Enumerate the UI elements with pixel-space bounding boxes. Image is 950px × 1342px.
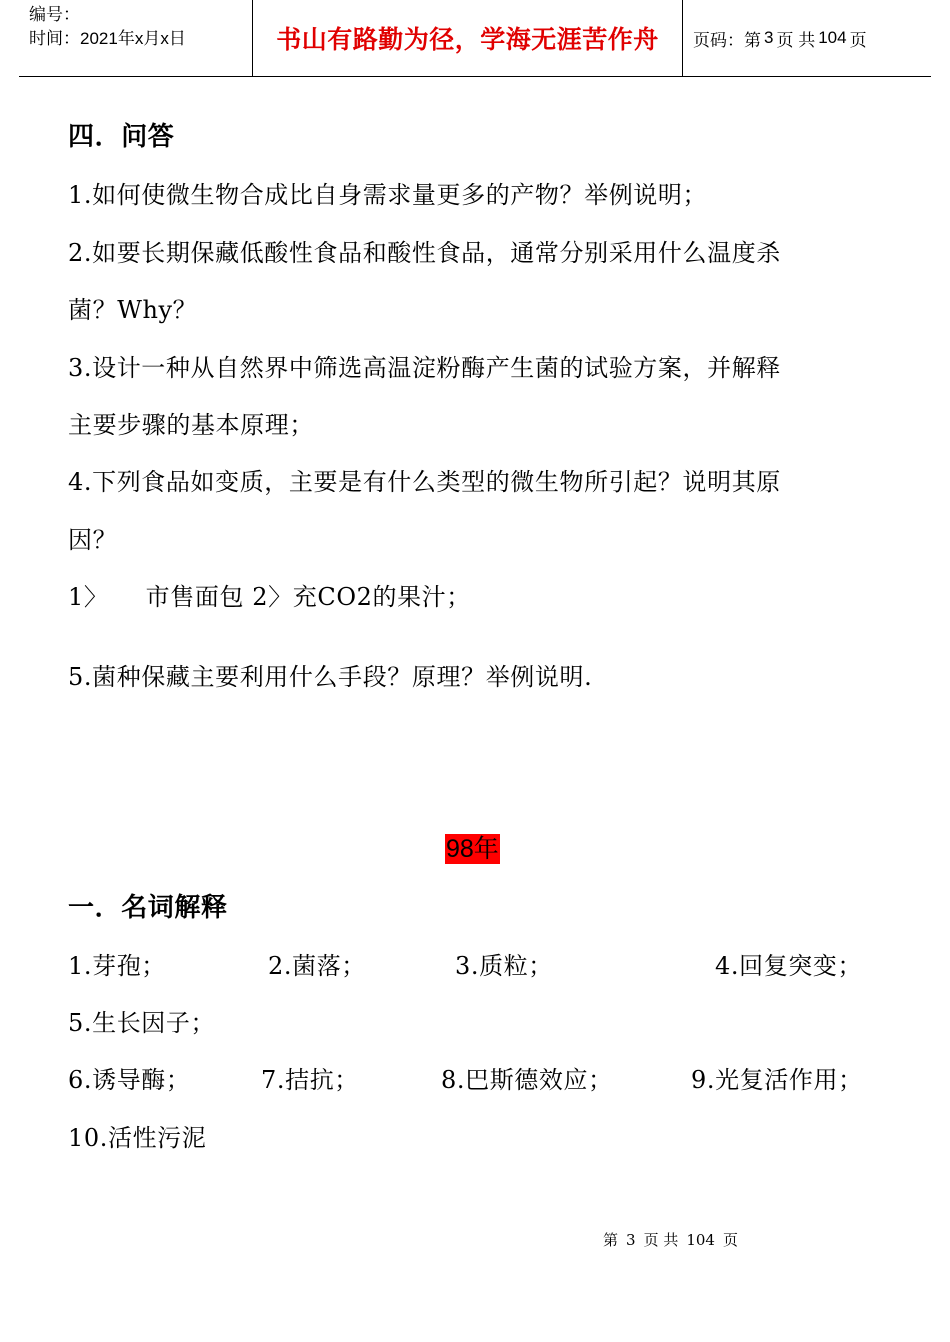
term-item: 9.光复活作用； bbox=[691, 1066, 863, 1094]
header-meta bbox=[19, 0, 252, 76]
term-item: 1.芽孢； bbox=[68, 952, 166, 980]
header-page-suffix: 页 bbox=[849, 30, 867, 50]
terms-row bbox=[0, 1064, 950, 1096]
term-item: 10.活性污泥 bbox=[68, 1124, 207, 1152]
header-page-prefix: 页码：第 bbox=[693, 30, 761, 50]
qa-line: 3.设计一种从自然界中筛选高温淀粉酶产生菌的试验方案，并解释 bbox=[68, 354, 781, 382]
terms-heading: 一．名词解释 bbox=[68, 893, 228, 923]
header-motto: 书山有路勤为径，学海无涯苦作舟 bbox=[276, 25, 659, 54]
qa-heading: 四．问答 bbox=[68, 122, 175, 152]
footer-page-number: 3 bbox=[626, 1231, 636, 1249]
header-page-mid: 页 共 bbox=[776, 30, 816, 50]
qa-line: 主要步骤的基本原理； bbox=[68, 411, 314, 439]
terms-row bbox=[0, 950, 950, 982]
footer-page-mid: 页 共 bbox=[643, 1231, 679, 1249]
header-page-number: 3 bbox=[764, 28, 774, 47]
qa-line: 因？ bbox=[68, 526, 118, 554]
term-item: 7.拮抗； bbox=[261, 1066, 359, 1094]
term-item: 4.回复突变； bbox=[715, 952, 863, 980]
qa-line: 4.下列食品如变质，主要是有什么类型的微生物所引起？说明其原 bbox=[68, 468, 781, 496]
footer-page-total: 104 bbox=[686, 1231, 715, 1249]
footer-page-prefix: 第 bbox=[603, 1231, 619, 1249]
qa-line: 5.菌种保藏主要利用什么手段？原理？举例说明. bbox=[68, 663, 593, 691]
year-badge: 98年 bbox=[446, 835, 499, 863]
footer-page-suffix: 页 bbox=[722, 1231, 738, 1249]
term-item: 5.生长因子； bbox=[68, 1009, 216, 1037]
time-label: 时间：2021年x月x日 bbox=[29, 29, 186, 48]
header-page-total: 104 bbox=[818, 28, 847, 47]
term-item: 8.巴斯德效应； bbox=[441, 1066, 613, 1094]
term-item: 6.诱导酶； bbox=[68, 1066, 191, 1094]
qa-line: 1〉 市售面包 2〉充CO2的果汁； bbox=[68, 583, 471, 611]
qa-line: 1.如何使微生物合成比自身需求量更多的产物？举例说明； bbox=[68, 181, 708, 209]
number-label: 编号： bbox=[29, 5, 80, 24]
page-header bbox=[19, 0, 931, 77]
page-footer bbox=[603, 1230, 746, 1250]
term-item: 3.质粒； bbox=[455, 952, 553, 980]
qa-line: 菌？Why？ bbox=[68, 296, 198, 324]
qa-line: 2.如要长期保藏低酸性食品和酸性食品，通常分别采用什么温度杀 bbox=[68, 239, 781, 267]
header-page-info bbox=[683, 0, 931, 76]
term-item: 2.菌落； bbox=[268, 952, 366, 980]
header-motto-cell bbox=[252, 0, 683, 76]
